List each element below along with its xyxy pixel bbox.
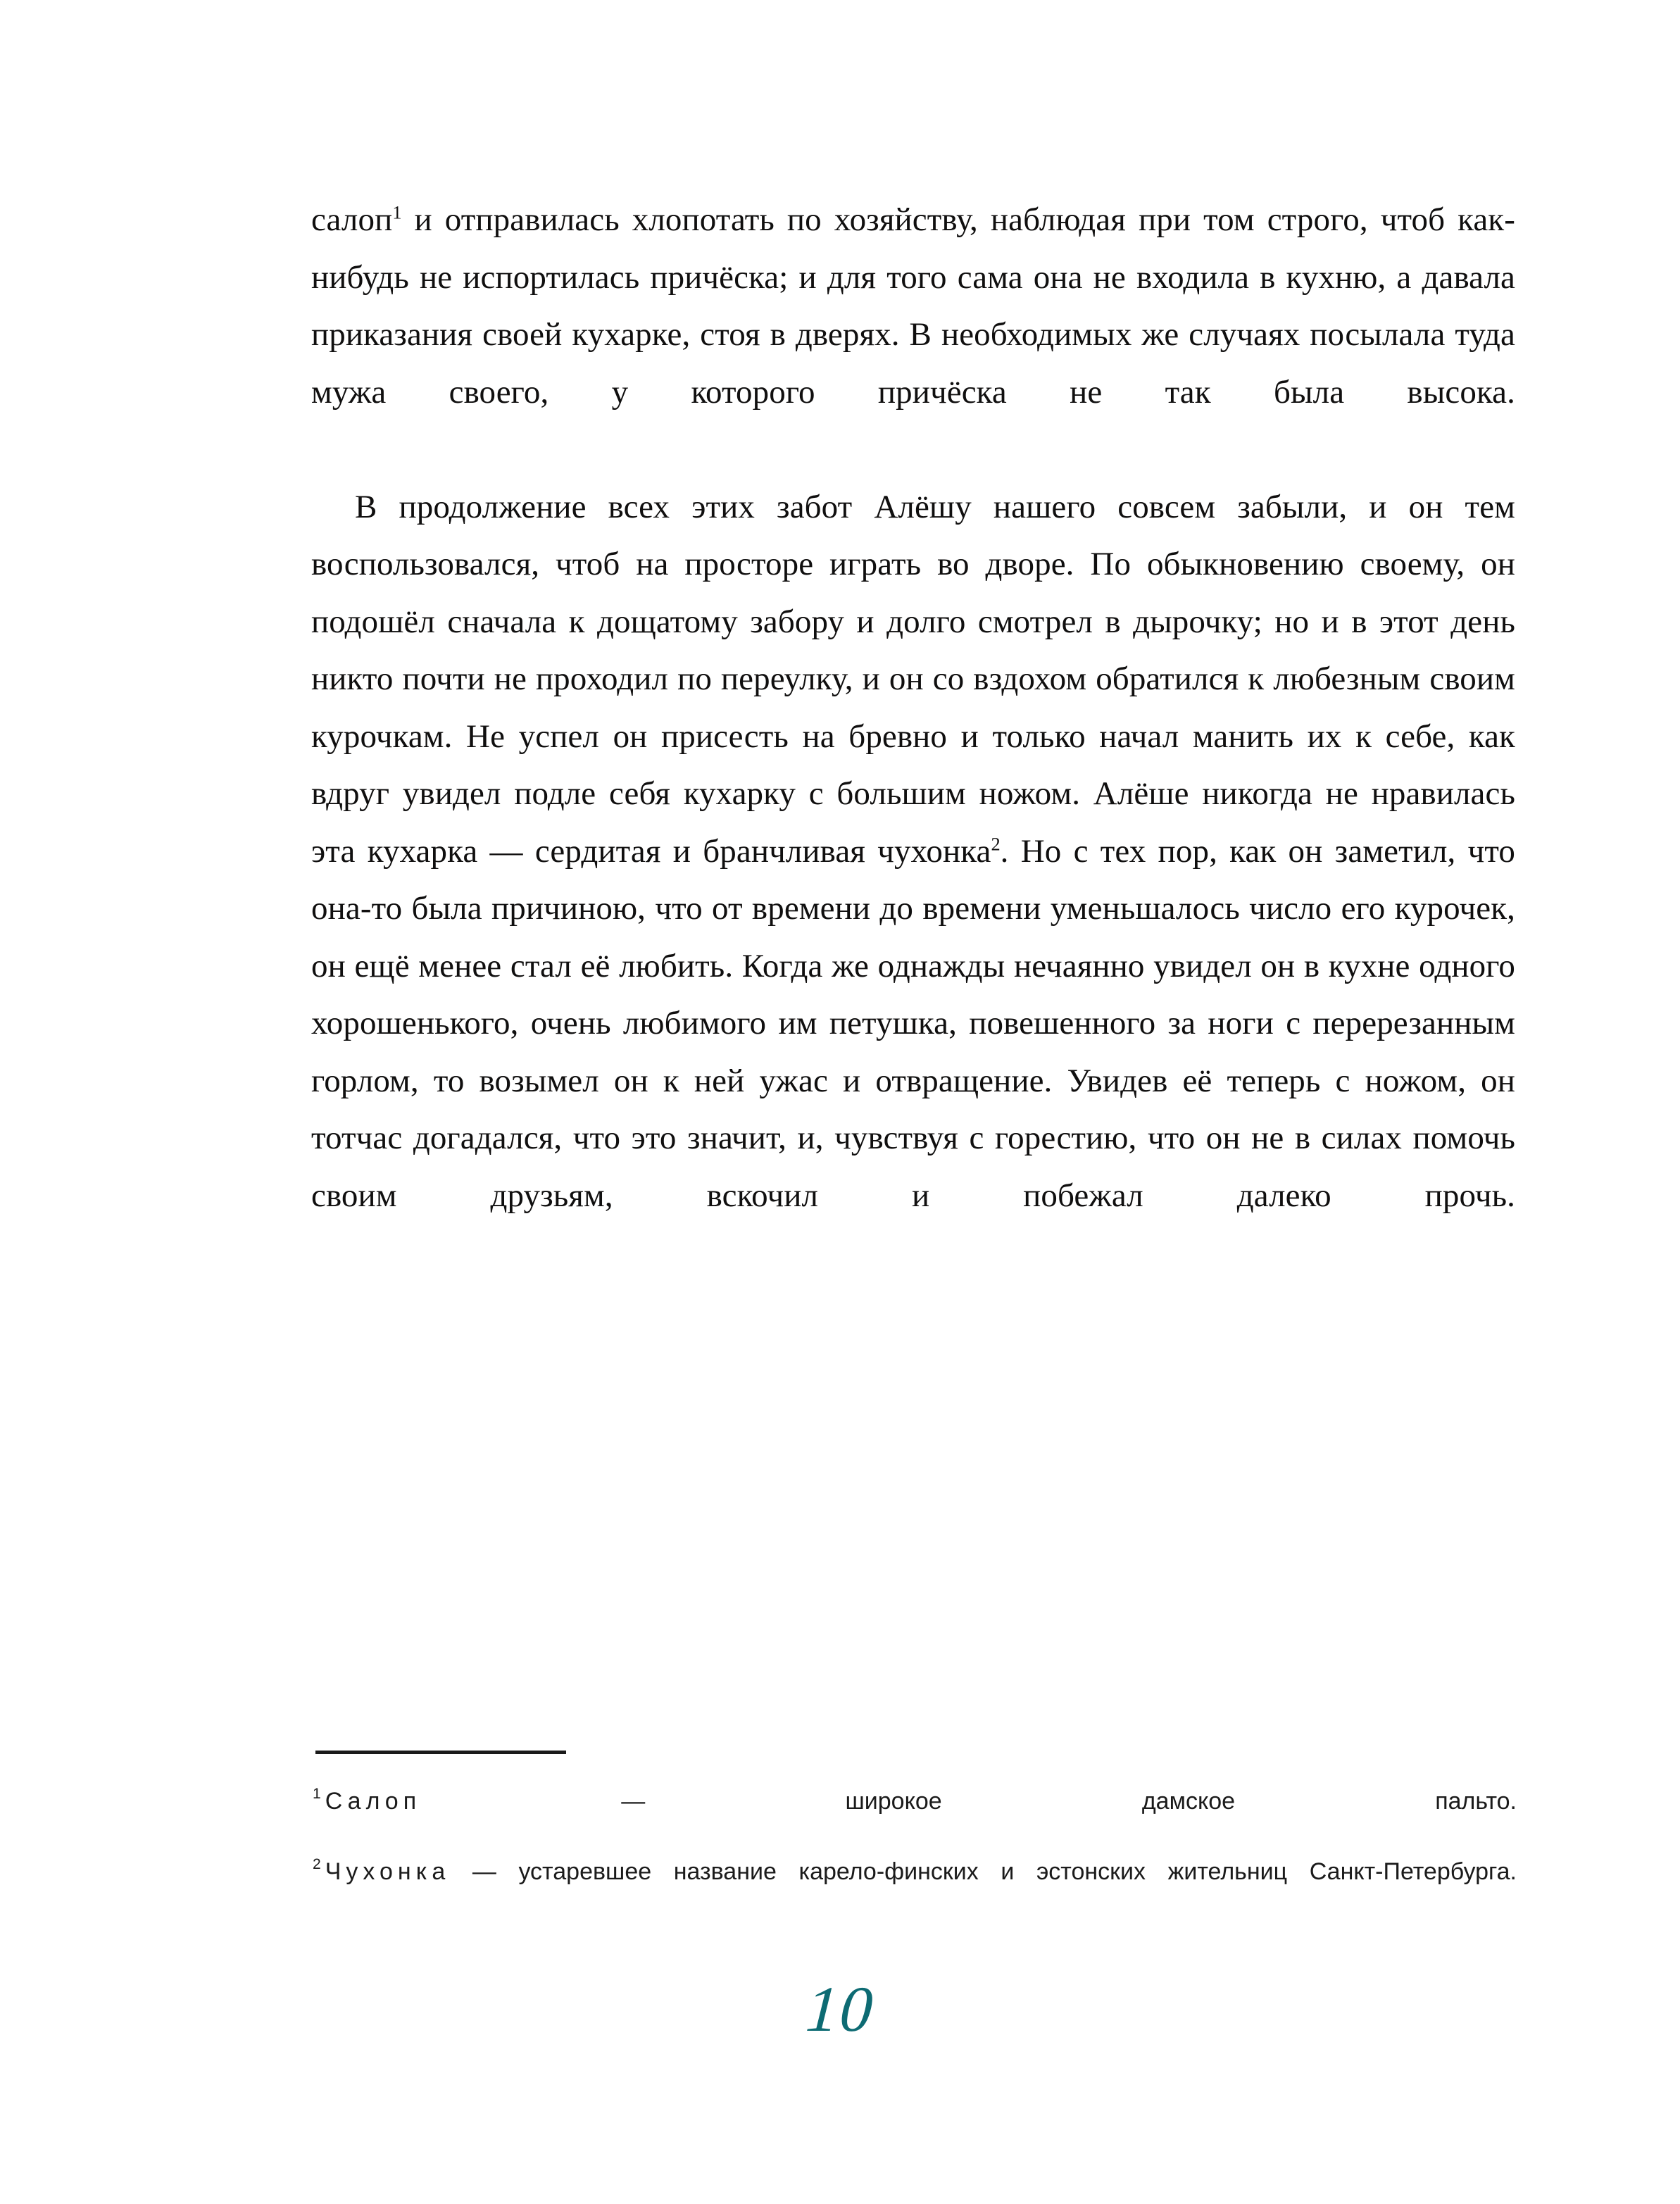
footnote-term-1: Салоп xyxy=(325,1788,422,1815)
footnote-marker-2: 2 xyxy=(313,1855,321,1872)
paragraph-continued xyxy=(311,192,1515,479)
footnote-item-2 xyxy=(313,1854,1517,1924)
footnote-ref-2[interactable]: 2 xyxy=(991,834,1001,855)
page-number: 10 xyxy=(803,1973,877,2045)
footnote-separator-2: — xyxy=(450,1858,519,1885)
footnote-definition-2: устаревшее название карело-финских и эстонских жительниц Санкт-Петербурга. xyxy=(518,1858,1517,1885)
paragraph-text-1b: и отправилась хлопотать по хозяйству, наблюдая при том строго, чтоб как-нибудь не испортилась причёска; и для того сама она не входила в кухню, а давала приказания своей кухарке, стоя в дверях. В необходимых же случаях посылала туда мужа своего, у которого причёска не так была высока. xyxy=(311,201,1515,411)
paragraph-text-1a: салоп xyxy=(311,201,393,238)
footnote-separator-rule xyxy=(315,1751,566,1754)
paragraph-second xyxy=(311,479,1515,1282)
footnote-item-1 xyxy=(313,1784,1517,1854)
footnote-marker-1: 1 xyxy=(313,1785,321,1802)
footnote-term-2: Чухонка xyxy=(325,1858,451,1885)
footnote-ref-1[interactable]: 1 xyxy=(392,202,402,223)
paragraph-text-2a: В продолжение всех этих забот Алёшу нашего совсем забыли, и он тем воспользовался, чтоб на просторе играть во дворе. По обыкновению своему, он подошёл сначала к дощатому забору и долго смотрел в дырочку; но и в этот день никто почти не проходил по переулку, и он со вздохом обратился к любезным своим курочкам. Не успел он присесть на бревно и только начал манить их к себе, как вдруг увидел подле себя кухарку с большим ножом. Алёше никогда не нравилась эта кухарка — сердитая и бранчливая чухонка xyxy=(311,488,1515,870)
footnote-separator-1: — xyxy=(421,1788,846,1815)
footnote-definition-1: широкое дамское пальто. xyxy=(845,1788,1517,1815)
paragraph-text-2b: . Но с тех пор, как он заметил, что она-то была причиною, что от времени до времени уменьшалось число его курочек, он ещё менее стал её любить. Когда же однажды нечаянно увидел он в кухне одного хорошенького, очень любимого им петушка, повешенного за ноги с перерезанным горлом, то возымел он к ней ужас и отвращение. Увидев её теперь с ножом, он тотчас догадался, что это значит, и, чувствуя с горестию, что он не в силах помочь своим друзьям, вскочил и побежал далеко прочь. xyxy=(311,832,1515,1214)
footnotes-section xyxy=(313,1751,1517,1924)
body-text-block xyxy=(311,192,1515,1282)
